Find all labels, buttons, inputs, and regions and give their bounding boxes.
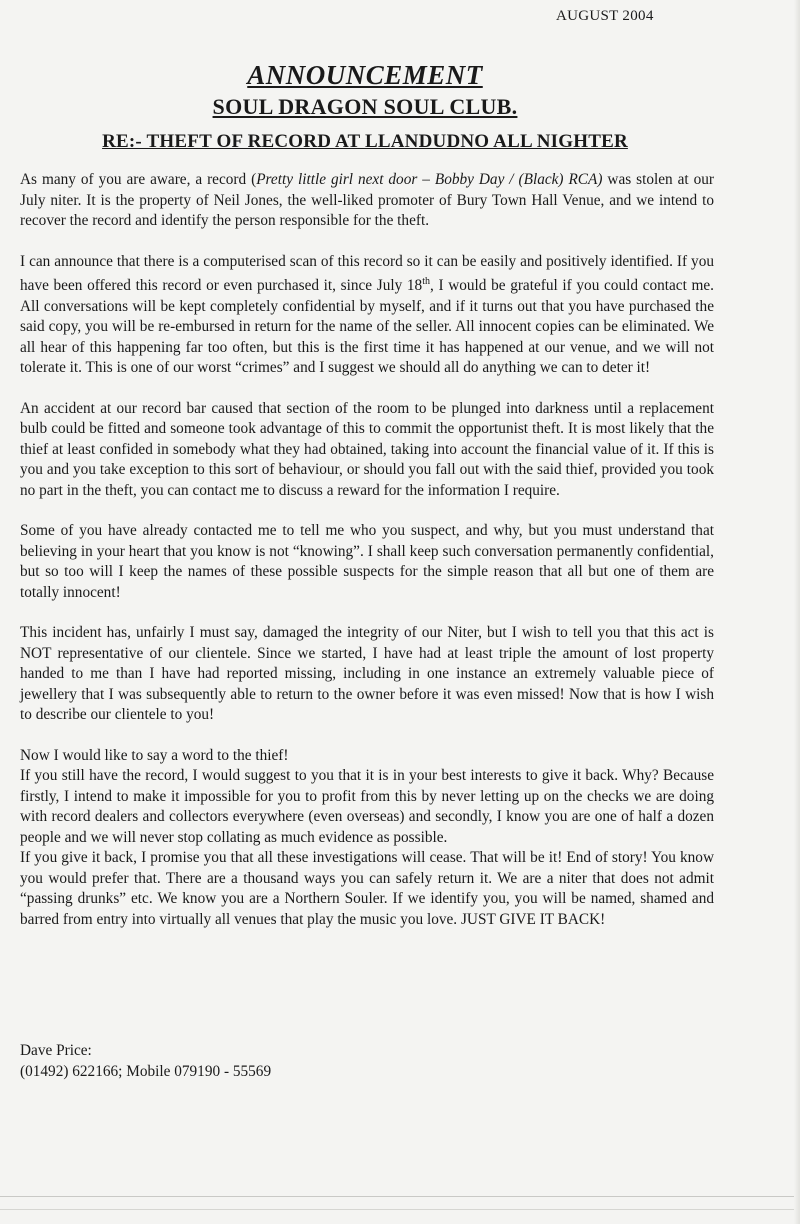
- record-title: Pretty little girl next door – Bobby Day / (Black) RCA): [256, 171, 603, 188]
- subject-heading: RE:- THEFT OF RECORD AT LLANDUDNO ALL NIGHTER: [102, 131, 628, 152]
- paragraph-2: [20, 252, 714, 379]
- signature-block: [20, 1040, 271, 1082]
- paragraph-1: [20, 170, 714, 232]
- paragraph-5: This incident has, unfairly I must say, damaged the integrity of our Niter, but I wish to tell you that this act is NOT representative of our clientele. Since we started, I have had at least triple the amount of lost property handed to me than I have had reported missing, including in one instance an extremely valuable piece of jewellery that I was subsequently able to return to the owner before it was even missed! Now that is how I wish to describe our clientele to you!: [20, 624, 714, 724]
- announcement-title: ANNOUNCEMENT: [247, 60, 483, 90]
- scan-edge-shadow: [794, 0, 800, 1224]
- signature-contact: (01492) 622166; Mobile 079190 - 55569: [20, 1063, 272, 1080]
- paragraph-3: An accident at our record bar caused that section of the room to be plunged into darkness until a replacement bulb could be fitted and someone took advantage of this to commit the opportunist theft. It is most likely that the thief at least confided in somebody what they had obtained, taking into account the financial value of it. If this is you and you take exception to this sort of behaviour, or should you fall out with the said thief, provided you took no part in the theft, you can contact me to discuss a reward for the information I require.: [20, 399, 714, 499]
- scan-artifact-line: [0, 1209, 800, 1210]
- paragraph-2-text-a: I can announce that there is a computerised scan of this record so it can be easily and positively identified. If you have been offered this record or even purchased it, since July 18: [20, 252, 714, 295]
- paragraph-2-text-b: , I would be grateful if you could contact me. All conversations will be kept completely confidential by myself, and if it turns out that you have purchased the said copy, you will be re-embursed in return for the name of the seller. All innocent copies can be eliminated. We all hear of this happening far too often, but this is the first time it has happened at our venue, and we will not tolerate it. This is one of our worst “crimes” and I suggest we should all do anything we can to deter it!: [20, 277, 714, 377]
- paragraph-1-text-a: As many of you are aware, a record (: [20, 171, 257, 188]
- signature-name: Dave Price:: [20, 1042, 92, 1059]
- paragraph-1-text-b: was stolen at our July niter. It is the property of Neil Jones, the well-liked promoter of Bury Town Hall Venue, and we intend to recover the record and identify the person responsible for the theft.: [20, 171, 714, 229]
- club-name: SOUL DRAGON SOUL CLUB.: [212, 94, 518, 119]
- scan-artifact-line: [0, 1196, 800, 1197]
- paragraph-8: If you give it back, I promise you that all these investigations will cease. That will be it! End of story! You know you would prefer that. There are a thousand ways you can safely return it. We are a niter that does not admit “passing drunks” etc. We know you are a Northern Souler. If we identify you, you will be named, shamed and barred from entry into virtually all venues that play the music you love. JUST GIVE IT BACK!: [20, 849, 714, 928]
- paragraph-7: If you still have the record, I would suggest to you that it is in your best interests to give it back. Why? Because firstly, I intend to make it impossible for you to profit from this by never letting up on the checks we are doing with record dealers and collectors everywhere (even overseas) and secondly, I know you are one of half a dozen people and we will never stop collating as much evidence as possible.: [20, 767, 714, 846]
- letter-body: [20, 170, 714, 950]
- paragraph-6: Now I would like to say a word to the thief!: [20, 746, 289, 764]
- date-ordinal: th: [422, 276, 430, 287]
- document-date: AUGUST 2004: [556, 8, 654, 24]
- paragraph-4: Some of you have already contacted me to tell me who you suspect, and why, but you must understand that believing in your heart that you know is not “knowing”. I shall keep such conversation permanently confidential, but so too will I keep the names of these possible suspects for the simple reason that all but one of them are totally innocent!: [20, 522, 714, 601]
